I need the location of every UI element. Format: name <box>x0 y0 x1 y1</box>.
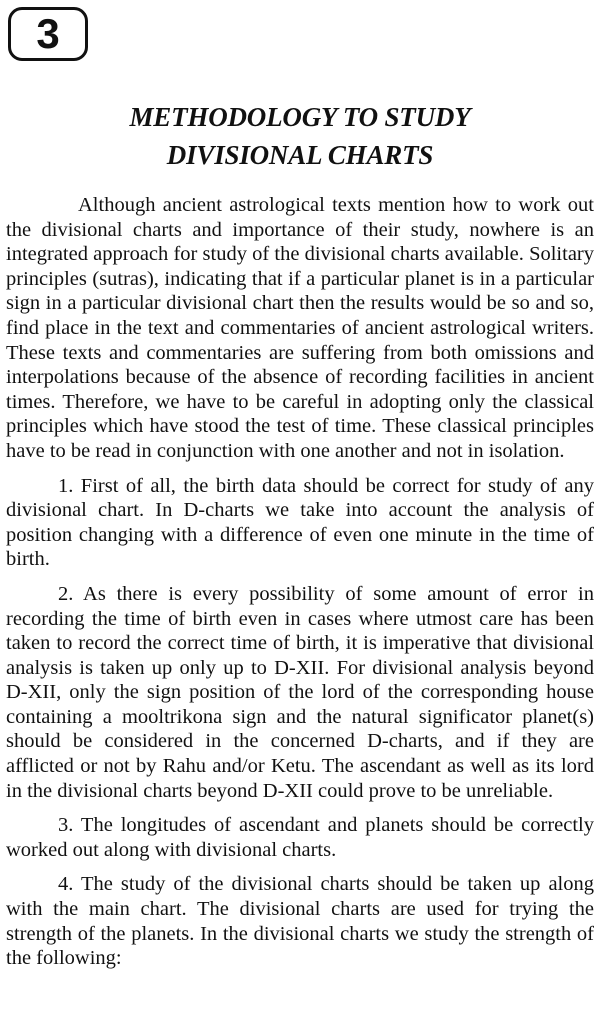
chapter-number-box <box>8 7 88 61</box>
point-3-paragraph: 3. The longitudes of ascendant and planets should be correctly worked out along with divisional charts. <box>6 814 594 861</box>
point-2-paragraph: 2. As there is every possibility of some amount of error in recording the time of birth even in cases where utmost care has been taken to record the correct time of birth, it is imperative that divisional analysis is taken up only up to D-XII. For divisional analysis beyond D-XII, only the sign position of the lord of the corresponding house containing a mooltrikona sign and the natural significator planet(s) should be considered in the concerned D-charts, and if they are afflicted or not by Rahu and/or Ketu. The ascendant as well as its lord in the divisional charts beyond D-XII could prove to be unreliable. <box>6 582 594 802</box>
intro-paragraph: Although ancient astrological texts mention how to work out the divisional charts and importance of their study, nowhere is an integrated approach for study of the divisional charts available. Solitary principles (sutras), indicating that if a particular planet is in a particular sign in a particular divisional chart then the results would be so and so, find place in the text and commentaries of ancient astrological writers. These texts and commentaries are suffering from both omissions and interpolations because of the absence of recording facilities in ancient times. Therefore, we have to be careful in adopting only the classical principles which have stood the test of time. These classical principles have to be read in conjunction with one another and not in isolation. <box>6 194 594 462</box>
chapter-body <box>6 193 594 981</box>
point-4-paragraph: 4. The study of the divisional charts should be taken up along with the main chart. The divisional charts are used for trying the strength of the planets. In the divisional charts we study the strength of the following: <box>6 873 594 970</box>
chapter-title-line-2: DIVISIONAL CHARTS <box>166 140 434 170</box>
chapter-title <box>0 98 600 174</box>
chapter-number: 3 <box>36 10 60 57</box>
chapter-title-line-1: METHODOLOGY TO STUDY <box>129 102 471 132</box>
point-1-paragraph: 1. First of all, the birth data should be correct for study of any divisional chart. In D-charts we take into account the analysis of position changing with a difference of even one minute in the time of birth. <box>6 474 594 571</box>
